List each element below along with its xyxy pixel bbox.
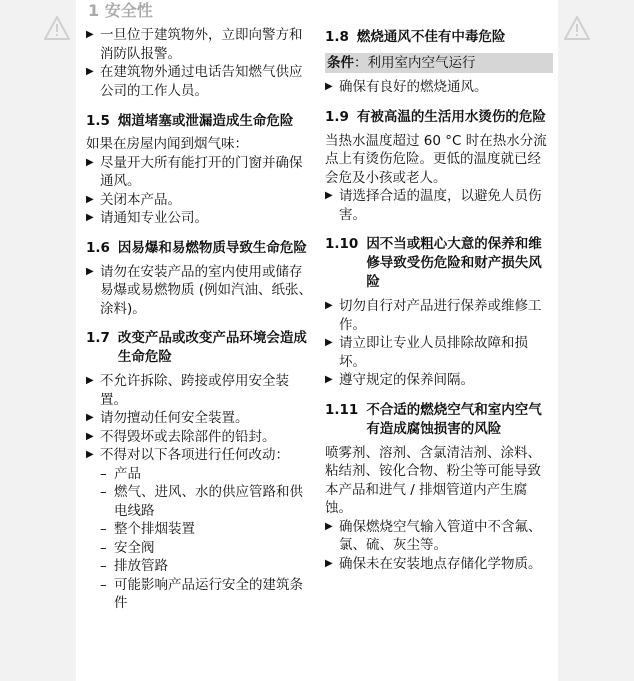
section-lead: 喷雾剂、溶剂、含氯清洁剂、涂料、粘结剂、铵化合物、粉尘等可能导致本产品和进气 / 排烟管道内产生腐蚀。 [325,444,541,516]
warning-icon [43,15,71,41]
arrow-bullet-icon: ▶ [325,81,333,92]
sub-list-item: – 产品 [100,465,141,482]
arrow-bullet-icon: ▶ [86,156,94,168]
section-heading: 1.7 改变产品或改变产品环境会造成生命危险 [86,330,307,365]
list-item: ▶ 请立即让专业人员排除故障和损坏。 [325,335,528,370]
arrow-bullet-icon: ▶ [325,300,333,311]
arrow-bullet-icon: ▶ [86,412,94,423]
left-column [86,26,314,613]
list-item: ▶ 尽量开大所有能打开的门窗并确保通风。 [86,154,303,189]
list-item: ▶ 确保燃烧空气输入管道中不含氟、氯、硫、灰尘等。 [325,518,542,553]
arrow-bullet-icon: ▶ [86,430,94,442]
section-heading: 1.9 有被高温的生活用水烫伤的危险 [325,108,546,125]
list-item: ▶ 一旦位于建筑物外，立即向警方和消防队报警。 [86,27,303,62]
list-item: ▶ 请勿在安装产品的室内使用或储存易爆或易燃物质 (例如汽油、纸张、涂料)。 [86,263,313,317]
action-list [86,154,314,228]
arrow-bullet-icon: ▶ [86,265,94,277]
chapter-title: 1 安全性 [88,1,153,20]
list-item: ▶ 关闭本产品。 [86,191,181,208]
arrow-bullet-icon: ▶ [325,337,333,348]
action-list [86,372,314,465]
condition-bar: 条件：利用室内空气运行 [325,53,553,73]
list-item: ▶ 在建筑物外通过电话告知燃气供应公司的工作人员。 [86,64,303,99]
list-item: ▶ 请勿擅动任何安全装置。 [86,410,249,426]
list-item: ▶ 不得对以下各项进行任何改动： [86,447,289,463]
arrow-bullet-icon: ▶ [86,29,94,40]
arrow-bullet-icon: ▶ [86,212,94,223]
sub-list [86,465,314,613]
arrow-bullet-icon: ▶ [86,449,94,460]
list-item: ▶ 请通知专业公司。 [86,210,208,226]
sub-list-item: – 安全阀 [100,539,155,556]
section-lead: 当热水温度超过 60 °C 时在热水分流点上有烫伤危险。更低的温度就已经会危及小孩或老人。 [325,132,547,186]
arrow-bullet-icon: ▶ [86,66,94,77]
section-heading: 1.5 烟道堵塞或泄漏造成生命危险 [86,113,294,129]
arrow-bullet-icon: ▶ [325,520,333,532]
arrow-bullet-icon: ▶ [86,375,94,386]
sub-list-item: – 燃气、进风、水的供应管路和供电线路 [100,484,303,519]
sub-list-item: – 整个排烟装置 [100,521,195,537]
action-list [325,518,553,574]
arrow-bullet-icon: ▶ [325,557,333,569]
intro-list [86,26,314,100]
action-list [325,297,553,390]
warning-icon [563,15,591,41]
sub-list-item: – 排放管路 [100,558,168,574]
list-item: ▶ 不允许拆除、跨接或停用安全装置。 [86,373,289,408]
arrow-bullet-icon: ▶ [325,190,333,201]
list-item: ▶ 请选择合适的温度，以避免人员伤害。 [325,188,542,223]
section-heading: 1.6 因易爆和易燃物质导致生命危险 [86,239,307,256]
list-item: ▶ 遵守规定的保养间隔。 [325,372,474,388]
list-item: ▶ 确保有良好的燃烧通风。 [325,79,488,95]
action-list [325,187,553,224]
list-item: ▶ 确保未在安装地点存储化学物质。 [325,555,542,572]
arrow-bullet-icon: ▶ [325,374,333,385]
section-heading: 1.11 不合适的燃烧空气和室内空气有造成腐蚀损害的风险 [325,401,542,437]
list-item: ▶ 切勿自行对产品进行保养或维修工作。 [325,298,542,333]
right-column [325,26,553,573]
section-lead: 如果在房屋内闻到烟气味： [86,136,248,152]
section-heading: 1.8 燃烧通风不佳有中毒危险 [325,29,506,45]
action-list [325,78,553,97]
list-item: ▶ 不得毁坏或去除部件的铅封。 [86,428,276,445]
arrow-bullet-icon: ▶ [86,193,94,205]
section-heading: 1.10 因不当或粗心大意的保养和维修导致受伤危险和财产损失风险 [325,236,542,290]
sub-list-item: – 可能影响产品运行安全的建筑条件 [100,576,303,611]
action-list [86,263,314,319]
